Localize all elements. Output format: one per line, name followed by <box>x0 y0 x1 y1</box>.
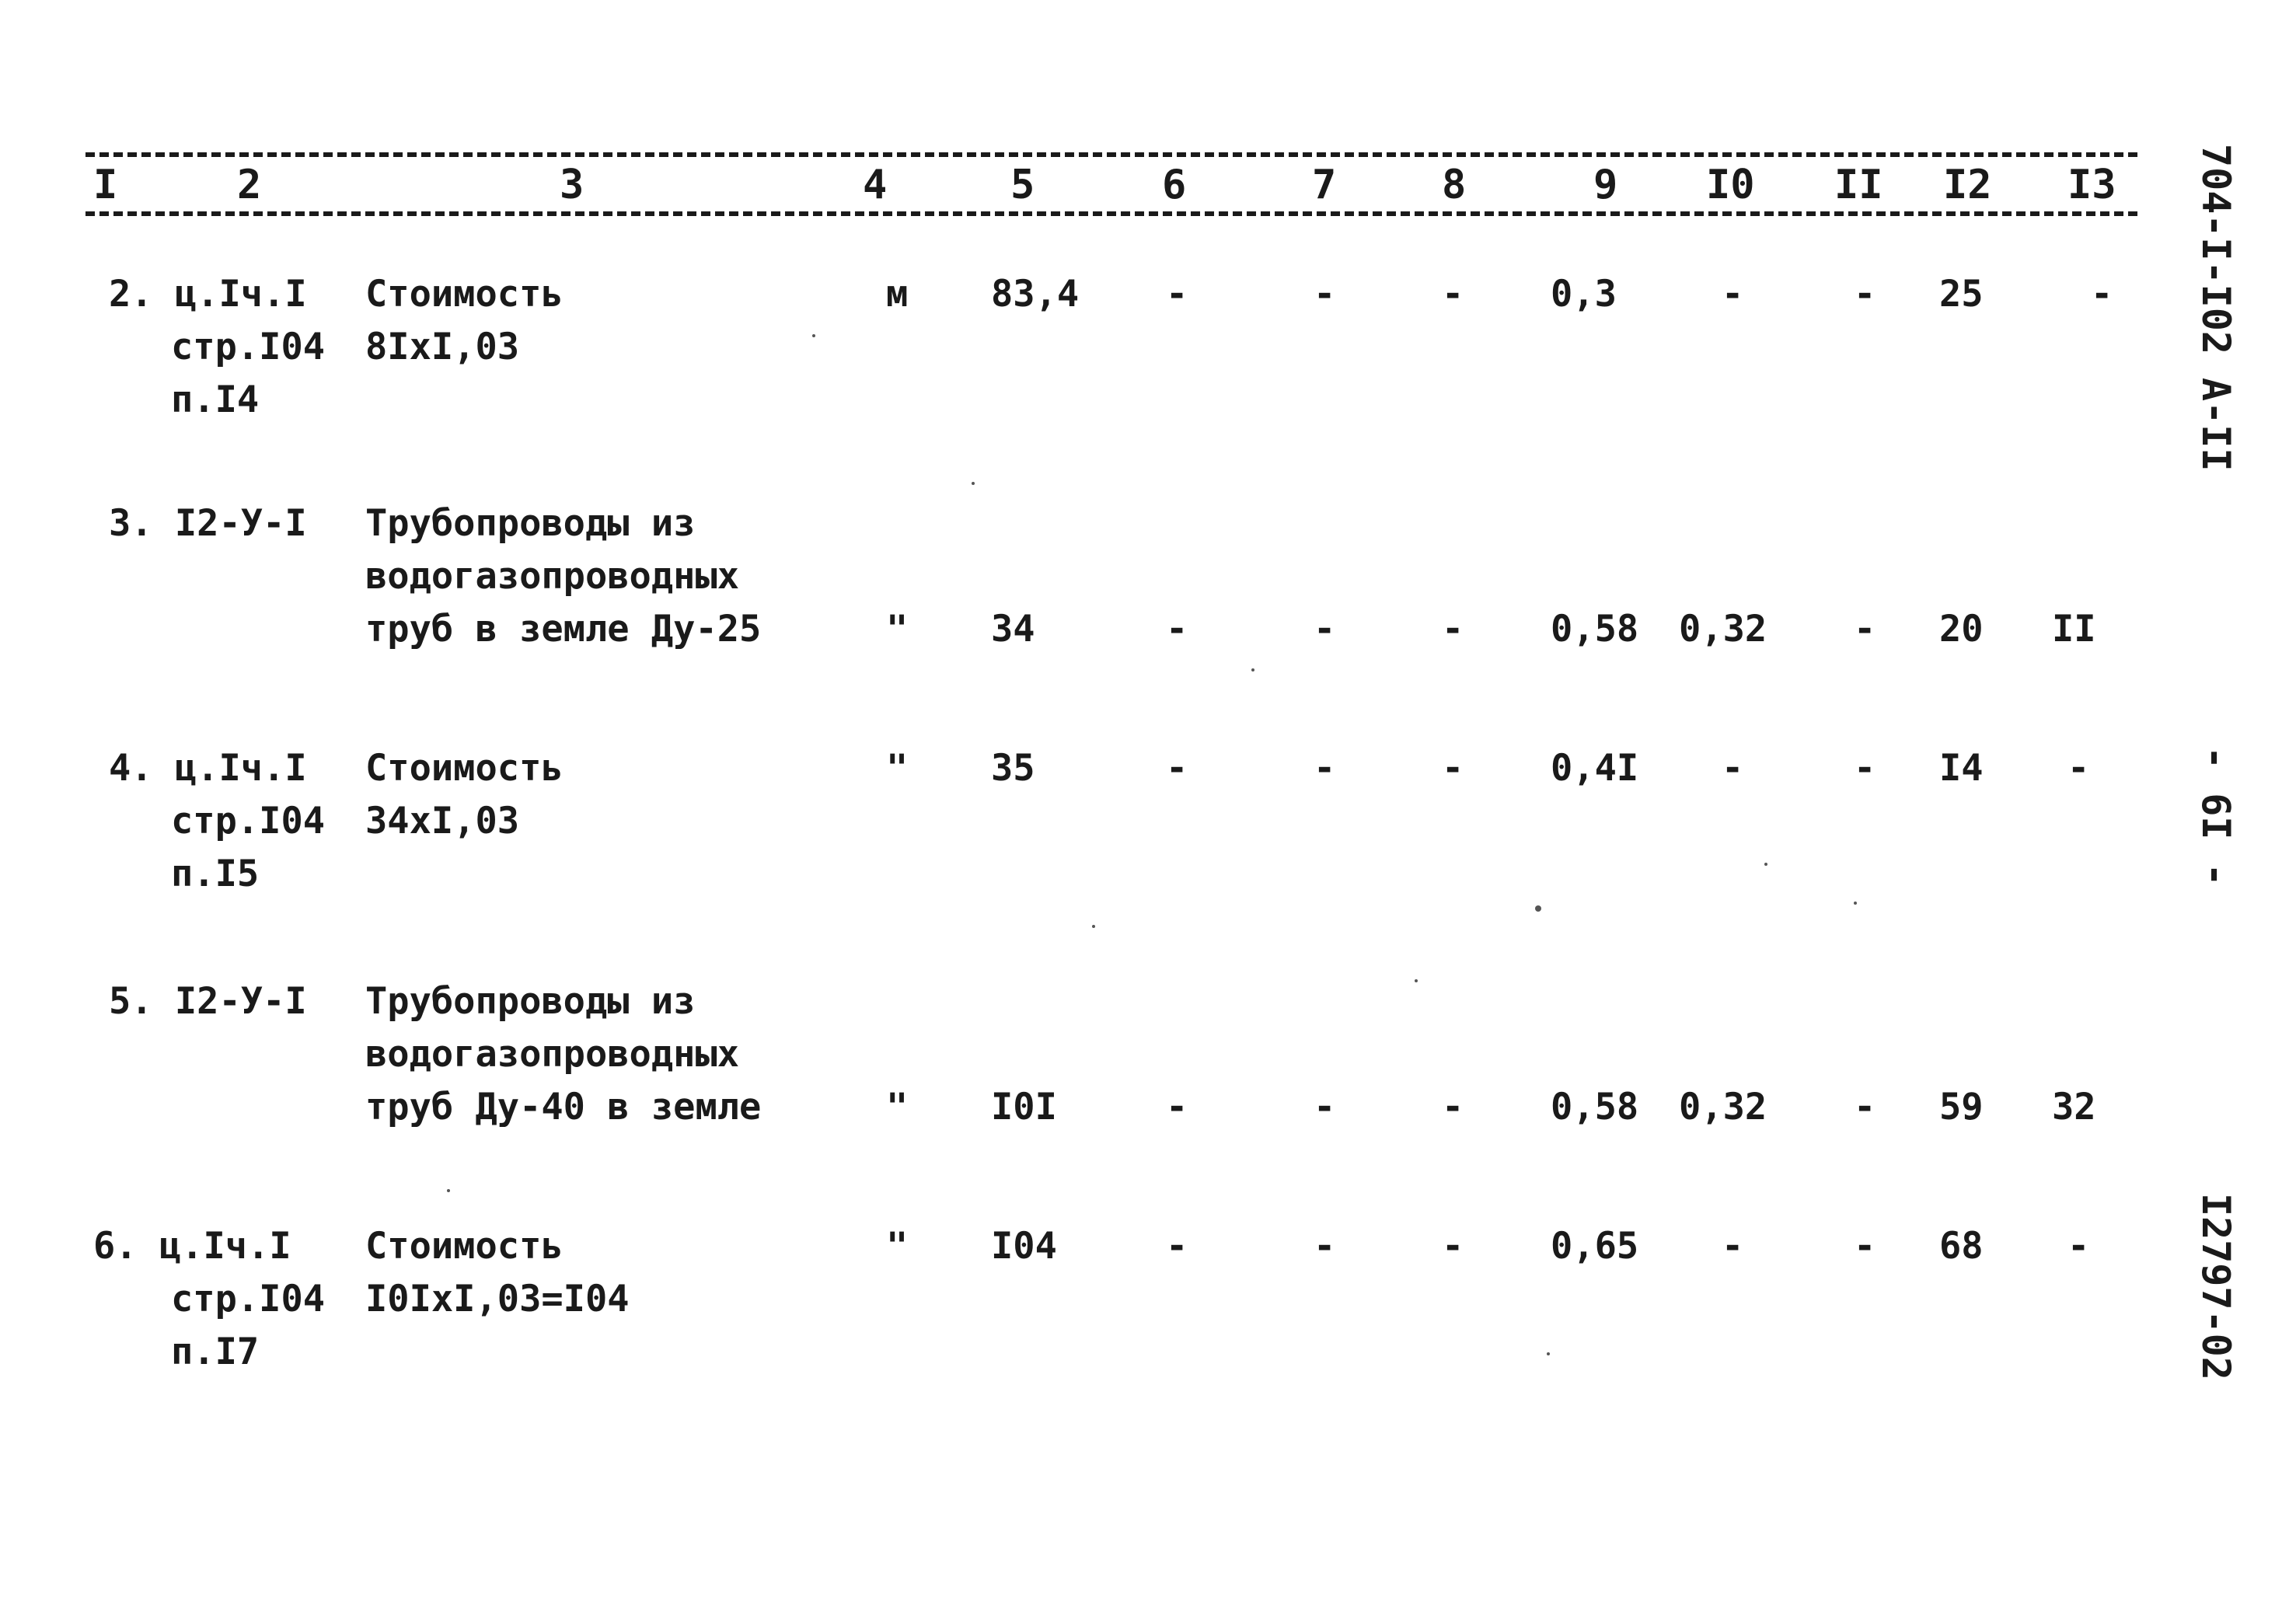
col-header-8: 8 <box>1442 162 1467 208</box>
row-description-line: труб Ду-40 в земле <box>365 1086 762 1128</box>
row-col6: - <box>1166 1225 1188 1268</box>
row-col12: 59 <box>1939 1086 1984 1128</box>
col-header-13: I3 <box>2067 162 2116 208</box>
row-col13: - <box>2067 1225 2090 1268</box>
row-ref-line: 6. ц.Iч.I <box>93 1225 291 1268</box>
page-number: - 6I - <box>2193 746 2238 887</box>
row-col9: 0,4I <box>1551 747 1639 790</box>
row-quantity: I0I <box>991 1086 1057 1128</box>
col-header-3: 3 <box>560 162 584 208</box>
row-unit: " <box>886 1225 909 1268</box>
row-col9: 0,65 <box>1551 1225 1639 1268</box>
row-col10: 0,32 <box>1679 1086 1767 1128</box>
document-code: 704-I-I02 A-II <box>2193 144 2238 472</box>
row-description-line: 34xI,03 <box>365 800 520 842</box>
row-ref-line: стр.I04 <box>171 800 326 842</box>
row-ref-line: стр.I04 <box>171 1278 326 1320</box>
row-col11: - <box>1854 273 1876 316</box>
col-header-9: 9 <box>1593 162 1618 208</box>
col-header-1: I <box>93 162 118 208</box>
row-description-line: Стоимость <box>365 747 564 790</box>
row-ref-line: стр.I04 <box>171 326 326 368</box>
row-col12: 20 <box>1939 608 1984 651</box>
row-col13: - <box>2067 747 2090 790</box>
row-col11: - <box>1854 1086 1876 1128</box>
row-quantity: I04 <box>991 1225 1057 1268</box>
row-col7: - <box>1314 747 1336 790</box>
row-ref-line: п.I7 <box>171 1331 260 1373</box>
row-col6: - <box>1166 1086 1188 1128</box>
row-ref-line: 4. ц.Iч.I <box>109 747 307 790</box>
row-col8: - <box>1442 273 1464 316</box>
row-col7: - <box>1314 1086 1336 1128</box>
row-col8: - <box>1442 608 1464 651</box>
row-col13: II <box>2052 608 2096 651</box>
header-rule-top <box>85 152 2137 157</box>
row-description-line: Стоимость <box>365 1225 564 1268</box>
row-col11: - <box>1854 608 1876 651</box>
row-col13: 32 <box>2052 1086 2096 1128</box>
row-ref-line: 5. I2-У-I <box>109 980 307 1023</box>
row-ref-line: 3. I2-У-I <box>109 502 307 545</box>
row-col12: 68 <box>1939 1225 1984 1268</box>
row-col7: - <box>1314 273 1336 316</box>
row-col7: - <box>1314 608 1336 651</box>
row-description-line: Стоимость <box>365 273 564 316</box>
row-unit: м <box>886 273 909 316</box>
row-unit: " <box>886 1086 909 1128</box>
row-col10: 0,32 <box>1679 608 1767 651</box>
row-ref-line: п.I4 <box>171 378 260 421</box>
row-col9: 0,58 <box>1551 1086 1639 1128</box>
archive-number: I2797-02 <box>2193 1193 2238 1380</box>
row-col7: - <box>1314 1225 1336 1268</box>
col-header-11: II <box>1834 162 1883 208</box>
col-header-7: 7 <box>1312 162 1337 208</box>
row-col12: 25 <box>1939 273 1984 316</box>
row-description-line: водогазопроводных <box>365 555 740 598</box>
header-rule-bottom <box>85 211 2137 216</box>
col-header-5: 5 <box>1010 162 1035 208</box>
row-col10: - <box>1722 273 1744 316</box>
row-quantity: 83,4 <box>991 273 1080 316</box>
row-col10: - <box>1722 747 1744 790</box>
row-description-line: водогазопроводных <box>365 1033 740 1076</box>
row-col13: - <box>2091 273 2113 316</box>
col-header-10: I0 <box>1706 162 1755 208</box>
col-header-12: I2 <box>1943 162 1992 208</box>
row-col6: - <box>1166 747 1188 790</box>
col-header-2: 2 <box>237 162 262 208</box>
row-col8: - <box>1442 1225 1464 1268</box>
row-col6: - <box>1166 273 1188 316</box>
row-description-line: труб в земле Ду-25 <box>365 608 762 651</box>
row-description-line: Трубопроводы из <box>365 502 696 545</box>
row-col6: - <box>1166 608 1188 651</box>
row-col9: 0,58 <box>1551 608 1639 651</box>
row-quantity: 34 <box>991 608 1035 651</box>
row-col11: - <box>1854 747 1876 790</box>
row-ref-line: п.I5 <box>171 853 260 895</box>
row-description-line: 8IxI,03 <box>365 326 520 368</box>
row-col11: - <box>1854 1225 1876 1268</box>
col-header-6: 6 <box>1162 162 1187 208</box>
row-description-line: I0IxI,03=I04 <box>365 1278 630 1320</box>
row-ref-line: 2. ц.Iч.I <box>109 273 307 316</box>
row-unit: " <box>886 747 909 790</box>
col-header-4: 4 <box>863 162 888 208</box>
row-col8: - <box>1442 1086 1464 1128</box>
row-col8: - <box>1442 747 1464 790</box>
row-description-line: Трубопроводы из <box>365 980 696 1023</box>
row-col10: - <box>1722 1225 1744 1268</box>
row-col12: I4 <box>1939 747 1984 790</box>
row-quantity: 35 <box>991 747 1035 790</box>
row-col9: 0,3 <box>1551 273 1617 316</box>
row-unit: " <box>886 608 909 651</box>
